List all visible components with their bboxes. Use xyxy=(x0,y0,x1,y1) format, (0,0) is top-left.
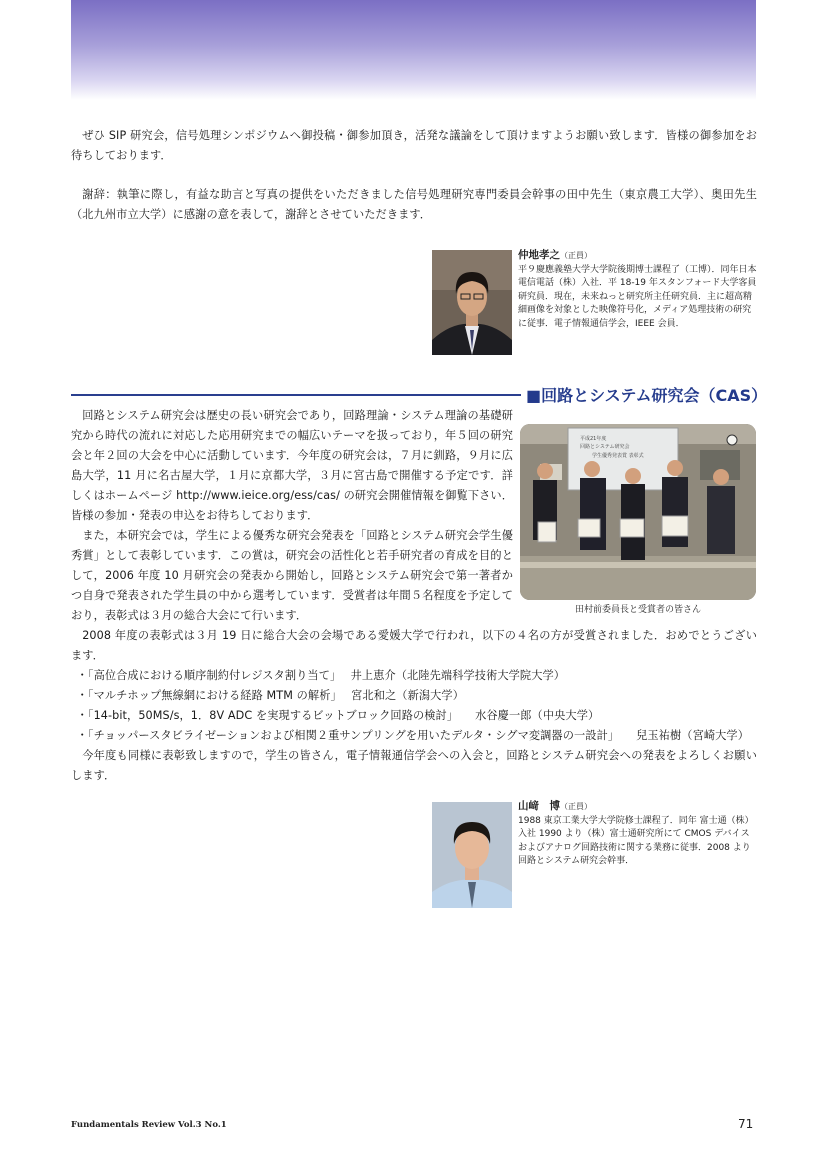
award-list-item: ・「高位合成における順序制約付レジスタ割り当て」 井上恵介（北陸先端科学技術大学院大学） xyxy=(76,669,566,682)
svg-text:回路とシステム研究会: 回路とシステム研究会 xyxy=(580,444,630,450)
cas-paragraph-2: また，本研究会では，学生による優秀な研究会発表を「回路とシステム研究会学生優秀賞」として表彰しています．この賞は，研究会の活性化と若手研究者の育成を目的として，2006 年度 10 月研究会の発表から開始し，回路とシステム研究会で第一著者かつ自身で発表された学生員の中から選考しています．受賞者は年間５名程度を予定しており，表彰式は３月の総合大会にて行います． xyxy=(71,529,513,622)
svg-text:平成21年度: 平成21年度 xyxy=(580,436,607,442)
author-photo-nakachi xyxy=(432,250,512,355)
svg-text:学生優秀発表賞 表彰式: 学生優秀発表賞 表彰式 xyxy=(592,453,644,459)
group-photo-figure xyxy=(520,424,756,600)
award-list-item: ・「チョッパースタビライゼーションおよび相関２重サンプリングを用いたデルタ・シグマ変調器の一設計」 兒玉祐樹（宮崎大学） xyxy=(76,729,750,742)
author-heading xyxy=(518,800,758,815)
cas-paragraph-1: 回路とシステム研究会は歴史の長い研究会であり，回路理論・システム理論の基礎研究から時代の流れに対応した応用研究までの幅広いテーマを扱っており，年５回の研究会と年２回の大会を中心に活動しています．今年度の研究会は，７月に釧路，９月に広島大学，11 月に名古屋大学，１月に京都大学，３月に宮古島で開催する予定です．詳しくはホームページ http://www.ieice.org/ess/cas/ の研究会開催情報を御覧下さい．皆様の参加・発表の申込をお待ちしております． xyxy=(71,409,513,522)
section-title-cas: ■回路とシステム研究会（CAS） xyxy=(526,386,768,405)
author-bio-text: 平９慶應義塾大学大学院後期博士課程了（工博）．同年日本電信電話（株）入社．平 18-19 年スタンフォード大学客員研究員．現在，未来ねっと研究所主任研究員．主に超高精細画像を対象とした映像符号化，メディア処理技術の研究に従事．電子情報通信学会，IEEE 会員． xyxy=(518,264,757,329)
award-list-item: ・「マルチホップ無線網における経路 MTM の解析」 宮北和之（新潟大学） xyxy=(76,689,465,702)
award-list-item: ・「14-bit，50MS/s，1．8V ADC を実現するビットブロック回路の検討」 水谷慶一郎（中央大学） xyxy=(76,709,600,722)
portrait-figure xyxy=(432,802,512,908)
author-name: 仲地孝之 xyxy=(518,249,560,261)
author-bio-text: 1988 東京工業大学大学院修士課程了．同年 富士通（株）入社 1990 より（株）富士通研究所にて CMOS デバイスおよびアナログ回路技術に関する業務に従事．2008 より回路とシステム研究会幹事． xyxy=(518,815,754,866)
author-grade: （正員） xyxy=(560,802,592,811)
cas-paragraph-3: 2008 年度の表彰式は３月 19 日に総合大会の会場である愛媛大学で行われ，以下の４名の方が受賞されました．おめでとうございます． xyxy=(71,629,757,662)
author-grade: （正員） xyxy=(560,251,592,260)
author-bio-yamazaki xyxy=(518,800,758,869)
page-number: 71 xyxy=(738,1117,754,1131)
journal-name: Fundamentals Review Vol.3 No.1 xyxy=(71,1120,227,1130)
author-photo-yamazaki xyxy=(432,802,512,908)
acknowledgment-paragraph: 謝辞：執筆に際し，有益な助言と写真の提供をいただきました信号処理研究専門委員会幹事の田中先生（東京農工大学）、奥田先生（北九州市立大学）に感謝の意を表して，謝辞とさせていただきます． xyxy=(71,188,757,221)
section-divider xyxy=(71,394,521,396)
photo-caption: 田村前委員長と受賞者の皆さん xyxy=(574,605,701,615)
portrait-figure xyxy=(432,250,512,355)
author-heading xyxy=(518,249,758,264)
sip-closing-paragraph: ぜひ SIP 研究会，信号処理シンポジウムへ御投稿・御参加頂き，活発な議論をして頂けますようお願い致します．皆様の御参加をお待ちしております． xyxy=(71,129,757,162)
cas-body-full xyxy=(71,626,757,786)
cas-body-left xyxy=(71,406,513,626)
author-name: 山﨑 博 xyxy=(518,800,560,812)
cas-paragraph-4: 今年度も同様に表彰致しますので，学生の皆さん，電子情報通信学会への入会と，回路とシステム研究会への発表をよろしくお願いします． xyxy=(71,749,757,782)
header-band xyxy=(71,0,756,100)
author-bio-nakachi xyxy=(518,249,758,331)
award-ceremony-photo xyxy=(520,424,756,600)
